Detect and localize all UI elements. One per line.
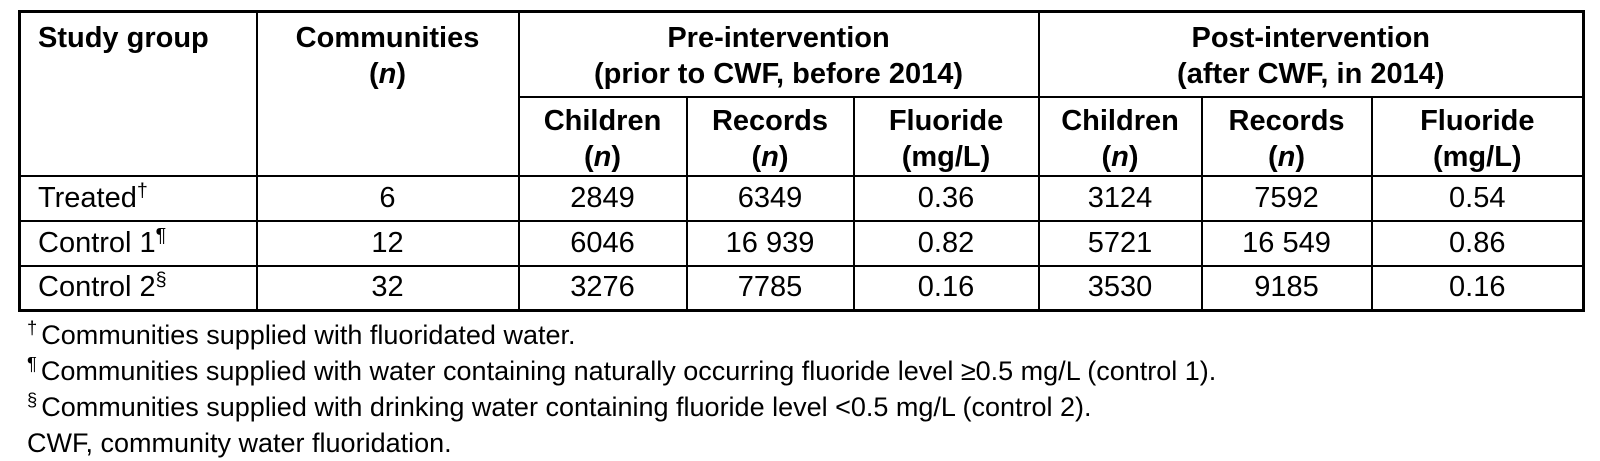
cell-post-fluoride: 0.86 <box>1372 221 1584 266</box>
cell-group-treated <box>20 176 257 221</box>
children-label: Children <box>1061 104 1179 137</box>
cell-post-fluoride: 0.16 <box>1372 266 1584 311</box>
subheader-children-pre <box>519 97 687 176</box>
dagger-marker: † <box>27 317 38 338</box>
cell-pre-children: 3276 <box>519 266 687 311</box>
cell-pre-records: 16 939 <box>687 221 854 266</box>
footnote-dagger <box>27 317 1216 353</box>
cell-communities: 32 <box>257 266 519 311</box>
cell-pre-fluoride: 0.36 <box>854 176 1039 221</box>
footnote-marker: † <box>136 178 148 201</box>
table-footnotes <box>27 317 1216 461</box>
table-row-control-1 <box>20 221 1584 266</box>
header-post-intervention <box>1039 12 1584 97</box>
records-label: Records <box>1228 104 1345 137</box>
post-intervention-title: Post-intervention <box>1191 22 1431 54</box>
pre-intervention-subtitle: (prior to CWF, before 2014) <box>594 58 964 90</box>
fluoride-label: Fluoride <box>888 104 1004 137</box>
group-label: Control 1 <box>38 226 156 259</box>
subheader-fluoride-post <box>1372 97 1584 176</box>
cell-post-records: 16 549 <box>1202 221 1372 266</box>
records-n-unit: (n) <box>1268 140 1306 173</box>
cell-pre-records: 7785 <box>687 266 854 311</box>
communities-n-unit: (n) <box>368 58 407 90</box>
cell-post-fluoride: 0.54 <box>1372 176 1584 221</box>
table-row-control-2 <box>20 266 1584 311</box>
cell-pre-records: 6349 <box>687 176 854 221</box>
post-intervention-subtitle: (after CWF, in 2014) <box>1177 58 1445 90</box>
cell-pre-children: 6046 <box>519 221 687 266</box>
records-label: Records <box>711 104 829 137</box>
cell-post-records: 7592 <box>1202 176 1372 221</box>
pre-intervention-title: Pre-intervention <box>667 22 890 54</box>
cell-communities: 12 <box>257 221 519 266</box>
cell-pre-fluoride: 0.16 <box>854 266 1039 311</box>
footnote-marker: § <box>155 268 167 291</box>
cell-pre-fluoride: 0.82 <box>854 221 1039 266</box>
cell-group-control-2 <box>20 266 257 311</box>
footnote-text: Communities supplied with fluoridated water. <box>41 320 576 350</box>
footnote-pilcrow <box>27 353 1216 389</box>
header-study-group <box>20 12 257 176</box>
footnote-section <box>27 389 1216 425</box>
children-n-unit: (n) <box>583 140 622 173</box>
cell-post-children: 3124 <box>1039 176 1202 221</box>
footnote-marker: ¶ <box>155 223 167 246</box>
children-label: Children <box>543 104 662 137</box>
footnote-cwf <box>27 425 1216 461</box>
children-n-unit: (n) <box>1101 140 1139 173</box>
cell-group-control-1 <box>20 221 257 266</box>
cell-pre-children: 2849 <box>519 176 687 221</box>
table-row-treated <box>20 176 1584 221</box>
header-communities <box>257 12 519 176</box>
header-communities-label: Communities <box>295 22 480 54</box>
header-study-group-label: Study group <box>38 22 209 54</box>
subheader-fluoride-pre <box>854 97 1039 176</box>
header-pre-intervention <box>519 12 1039 97</box>
fluoride-unit: (mg/L) <box>1432 140 1522 173</box>
cell-post-children: 3530 <box>1039 266 1202 311</box>
group-label: Control 2 <box>38 271 156 304</box>
cell-post-records: 9185 <box>1202 266 1372 311</box>
subheader-records-pre <box>687 97 854 176</box>
section-marker: § <box>27 389 38 410</box>
cell-post-children: 5721 <box>1039 221 1202 266</box>
subheader-children-post <box>1039 97 1202 176</box>
footnote-text: Communities supplied with water containing naturally occurring fluoride level ≥0.5 mg/L (control 1). <box>40 356 1217 386</box>
footnote-text: Communities supplied with drinking water containing fluoride level <0.5 mg/L (control 2). <box>41 392 1092 422</box>
fluoride-label: Fluoride <box>1420 104 1535 137</box>
cell-communities: 6 <box>257 176 519 221</box>
footnote-text: CWF, community water fluoridation. <box>27 428 452 458</box>
fluoride-unit: (mg/L) <box>901 140 991 173</box>
records-n-unit: (n) <box>751 140 789 173</box>
pilcrow-marker: ¶ <box>27 353 37 374</box>
subheader-records-post <box>1202 97 1372 176</box>
group-label: Treated <box>38 181 137 214</box>
study-group-table <box>18 10 1585 312</box>
